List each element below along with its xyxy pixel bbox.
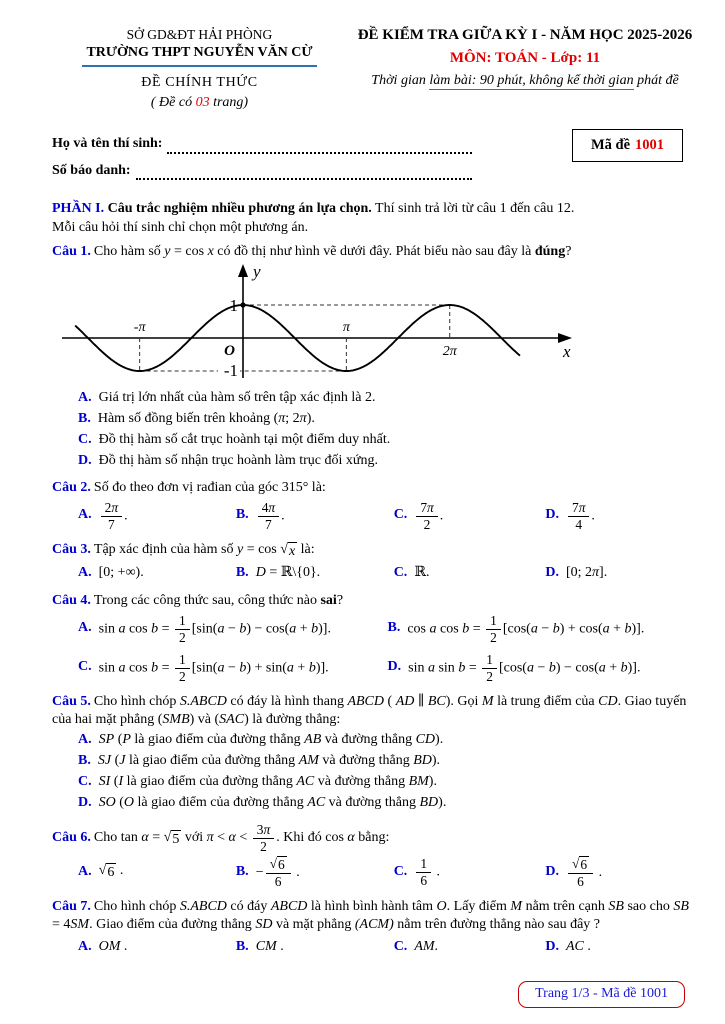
page-count-value: 03 bbox=[195, 94, 210, 110]
question-6-stem: Câu 6. Cho tan α = √ 5 với π < α < $\frac{3\pi}{2}$ . Khi đó cos α bằng: bbox=[52, 821, 390, 854]
student-id-blank-line[interactable] bbox=[136, 167, 472, 180]
question-5-number: Câu 5. bbox=[52, 693, 91, 709]
question-7-stem: Câu 7. Cho hình chóp S.ABCD có đáy ABCD là hình bình hành tâm O. Lấy điểm M nằm trên cạnh SB sao cho SB = 4SM. Giao điểm của đường thẳng SD và mặt phẳng (ACM) nằm trên đường thẳng nào sau đây ? bbox=[52, 898, 689, 933]
svg-text:O: O bbox=[224, 342, 235, 359]
cosine-graph-figure bbox=[60, 263, 697, 387]
student-name-label: Họ và tên thí sinh: bbox=[52, 136, 163, 152]
question-3-options bbox=[52, 562, 697, 584]
option-2c[interactable]: C. $\frac{7\pi}{2}$ . bbox=[393, 499, 444, 532]
part1-label: PHẦN I. bbox=[52, 201, 105, 217]
question-1-options bbox=[52, 388, 697, 471]
exam-code-box bbox=[572, 129, 683, 162]
option-4d[interactable]: D. sin a sin b = $\frac{1}{2}$ [cos(a − b) − cos(a + b)]. bbox=[387, 651, 641, 684]
official-exam-label: ĐỀ CHÍNH THỨC bbox=[141, 75, 258, 91]
question-5 bbox=[52, 691, 697, 815]
question-1-number: Câu 1. bbox=[52, 244, 91, 260]
question-2-stem: Câu 2. Số đo theo đơn vị rađian của góc 315° là: bbox=[52, 480, 326, 496]
option-5c[interactable]: C. SI (I là giao điểm của đường thẳng AC và đường thẳng BM). bbox=[78, 774, 437, 790]
question-5-stem: Câu 5. Cho hình chóp S.ABCD có đáy là hình thang ABCD ( AD ∥ BC). Gọi M là trung điểm của CD. Giao tuyến của hai mặt phẳng (SMB) và (SAC) là đường thẳng: bbox=[52, 693, 687, 728]
option-7c[interactable]: C. AM. bbox=[393, 938, 439, 954]
question-3 bbox=[52, 539, 697, 585]
option-7b[interactable]: B. CM . bbox=[235, 938, 284, 954]
option-5b[interactable]: B. SJ (J là giao điểm của đường thẳng AM và đường thẳng BD). bbox=[78, 753, 441, 769]
option-2a[interactable]: A. $\frac{2\pi}{7}$ . bbox=[78, 499, 128, 532]
student-info bbox=[52, 127, 697, 188]
page-footer-box bbox=[518, 981, 685, 1008]
question-6 bbox=[52, 820, 697, 891]
svg-text:1: 1 bbox=[229, 295, 238, 315]
school-name: TRƯỜNG THPT NGUYỄN VĂN CỪ bbox=[82, 44, 316, 67]
question-4-options bbox=[52, 612, 697, 685]
question-3-stem: Câu 3. Tập xác định của hàm số y = cos √ x là: bbox=[52, 541, 697, 561]
page-count-note: ( Đề có 03 trang) bbox=[150, 94, 249, 110]
question-4-number: Câu 4. bbox=[52, 593, 91, 609]
question-6-options bbox=[52, 855, 697, 890]
option-3b[interactable]: B. D = ℝ\{0}. bbox=[235, 564, 321, 580]
option-2b[interactable]: B. $\frac{4\pi}{7}$ . bbox=[235, 499, 285, 532]
question-3-number: Câu 3. bbox=[52, 541, 91, 557]
option-4a[interactable]: A. sin a cos b = $\frac{1}{2}$ [sin(a − b) − cos(a + b)]. bbox=[78, 612, 331, 645]
part1-title: Câu trắc nghiệm nhiều phương án lựa chọn. bbox=[107, 201, 372, 217]
cosine-graph bbox=[60, 263, 580, 381]
option-3a[interactable]: A. [0; +∞). bbox=[78, 564, 144, 580]
option-3c[interactable]: C. ℝ. bbox=[393, 564, 430, 580]
option-5d[interactable]: D. SO (O là giao điểm của đường thẳng AC và đường thẳng BD). bbox=[78, 795, 447, 811]
option-2d[interactable]: D. $\frac{7\pi}{4}$ . bbox=[545, 499, 595, 532]
option-3d[interactable]: D. [0; 2π]. bbox=[545, 564, 608, 580]
option-6a[interactable]: A. √ 6 . bbox=[78, 856, 236, 889]
student-id-row bbox=[52, 162, 472, 180]
question-6-number: Câu 6. bbox=[52, 829, 91, 845]
student-name-row bbox=[52, 135, 472, 153]
option-6c[interactable]: C. $\frac{1}{6}$ . bbox=[393, 856, 441, 889]
option-1d[interactable]: D. Đồ thị hàm số nhận trục hoành làm trục đối xứng. bbox=[78, 452, 378, 468]
question-5-options bbox=[52, 731, 697, 814]
question-7 bbox=[52, 896, 697, 959]
option-7d[interactable]: D. AC . bbox=[545, 938, 591, 954]
subject-line: MÔN: TOÁN - Lớp: 11 bbox=[449, 49, 601, 66]
part1-note2: Mỗi câu hỏi thí sinh chỉ chọn một phương án. bbox=[52, 219, 309, 235]
student-id-label: Số báo danh: bbox=[52, 162, 131, 178]
option-5a[interactable]: A. SP (P là giao điểm của đường thẳng AB và đường thẳng CD). bbox=[78, 732, 444, 748]
time-limit-line: Thời gian làm bài: 90 phút, không kể thời gian phát đề bbox=[371, 72, 679, 88]
header-left bbox=[52, 26, 347, 112]
svg-text:y: y bbox=[253, 262, 261, 281]
question-4 bbox=[52, 590, 697, 686]
question-7-number: Câu 7. bbox=[52, 898, 91, 914]
exam-code-label: Mã đề bbox=[590, 137, 630, 154]
question-1 bbox=[52, 241, 697, 472]
question-2 bbox=[52, 477, 697, 534]
option-4c[interactable]: C. sin a cos b = $\frac{1}{2}$ [sin(a − b) + sin(a + b)]. bbox=[78, 651, 329, 684]
question-7-options bbox=[52, 936, 697, 958]
student-name-blank-line[interactable] bbox=[167, 141, 472, 154]
question-4-stem: Câu 4. Trong các công thức sau, công thức nào sai? bbox=[52, 593, 344, 609]
exam-title: ĐỀ KIỂM TRA GIỮA KỲ I - NĂM HỌC 2025-2026 bbox=[357, 27, 693, 43]
part1-note: Thí sinh trả lời từ câu 1 đến câu 12. bbox=[375, 201, 575, 217]
header-right bbox=[353, 26, 697, 112]
svg-text:-π: -π bbox=[133, 319, 146, 335]
exam-code-value: 1001 bbox=[635, 137, 664, 154]
svg-text:2π: 2π bbox=[442, 343, 457, 359]
option-6d[interactable]: D. √ 6 6 . bbox=[545, 855, 603, 889]
header bbox=[52, 26, 697, 112]
question-2-options bbox=[52, 499, 697, 533]
option-4b[interactable]: B. cos a cos b = $\frac{1}{2}$ [cos(a − b) + cos(a + b)]. bbox=[387, 612, 645, 645]
option-1a[interactable]: A. Giá trị lớn nhất của hàm số trên tập xác định là 2. bbox=[78, 389, 376, 405]
svg-text:x: x bbox=[563, 341, 571, 361]
question-2-number: Câu 2. bbox=[52, 480, 91, 496]
option-6b[interactable]: B. − √ 6 6 . bbox=[235, 855, 300, 889]
option-1b[interactable]: B. Hàm số đồng biến trên khoảng (π; 2π). bbox=[78, 410, 315, 426]
svg-text:-1: -1 bbox=[223, 360, 238, 380]
part1-heading bbox=[52, 200, 697, 237]
option-7a[interactable]: A. OM . bbox=[78, 938, 128, 954]
page-footer-text: Trang 1/3 - Mã đề 1001 bbox=[535, 985, 668, 1001]
department-name: SỞ GD&ĐT HẢI PHÒNG bbox=[126, 27, 273, 42]
svg-text:π: π bbox=[342, 319, 350, 335]
question-1-stem: Câu 1. Cho hàm số y = cos x có đồ thị như hình vẽ dưới đây. Phát biểu nào sau đây là đúng? bbox=[52, 244, 572, 260]
option-1c[interactable]: C. Đồ thị hàm số cắt trục hoành tại một điểm duy nhất. bbox=[78, 431, 391, 447]
